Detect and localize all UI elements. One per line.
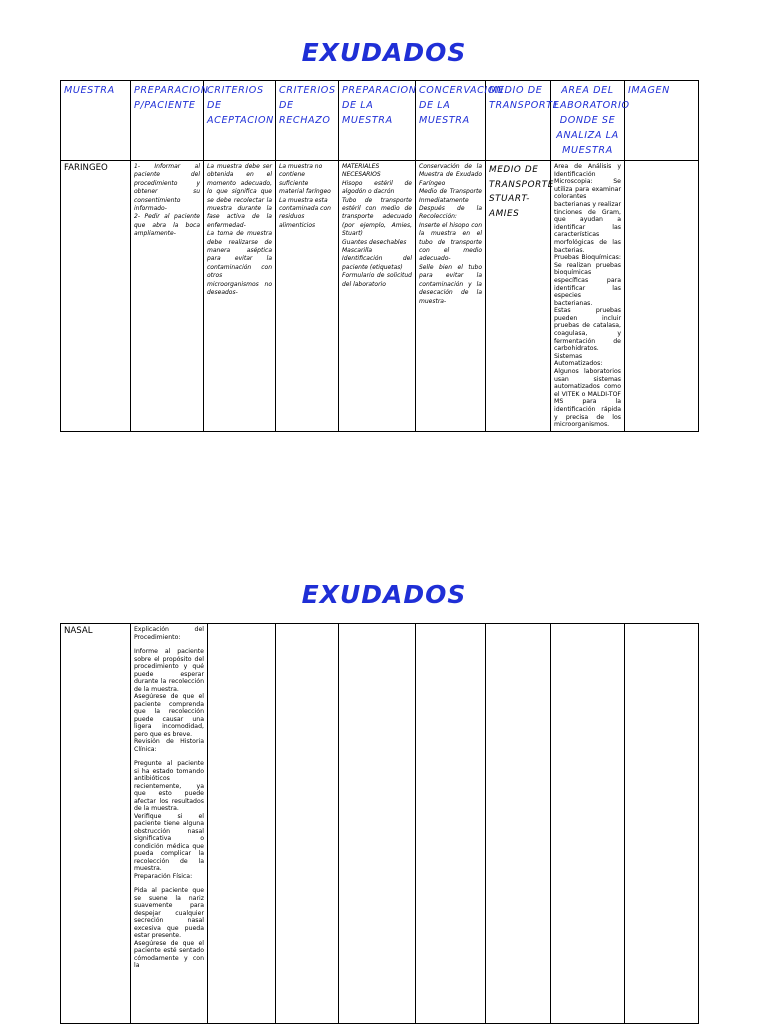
header-medio-transporte: MEDIO DE TRANSPORTE xyxy=(486,81,551,161)
list-item: Conservación de la Muestra de Exudado Faríngeo xyxy=(419,163,482,187)
cell-aceptacion xyxy=(204,161,276,432)
cell-muestra: FARINGEO xyxy=(61,161,131,432)
list-item: Pida al paciente que se suene la nariz suavemente para despejar cualquier secreción nasal excesiva que pueda estar presente. xyxy=(134,887,204,939)
section-title: EXUDADOS xyxy=(301,580,467,609)
list-item: Area de Análisis y Identificación xyxy=(554,163,621,178)
list-item: Medio de Transporte Inmediatamente Después de la Recolección: xyxy=(419,188,482,221)
cell-aceptacion xyxy=(208,624,276,1024)
list-item: Revisión de Historia Clínica: xyxy=(134,738,204,753)
list-item: Selle bien el tubo para evitar la contaminación y la desecación de la muestra- xyxy=(419,263,482,305)
cell-preparacion xyxy=(131,624,208,1024)
list-item: MATERIALES NECESARIOS xyxy=(342,163,381,179)
list-item: Explicación del Procedimiento: xyxy=(134,626,204,641)
spacer xyxy=(134,880,204,887)
spacer xyxy=(134,641,204,648)
cell-medio-transporte xyxy=(486,624,551,1024)
page-title: EXUDADOS xyxy=(301,38,467,67)
header-conservacion: CONCERVACION DE LA MUESTRA xyxy=(416,81,486,161)
cell-preparacion-muestra xyxy=(339,161,416,432)
cell-muestra: NASAL xyxy=(61,624,131,1024)
list-item: Identificación del paciente (etiquetas) xyxy=(342,255,412,271)
table-row xyxy=(61,161,699,432)
header-criterios-aceptacion: CRITERIOS DE ACEPTACION xyxy=(204,81,276,161)
header-imagen: IMAGEN xyxy=(625,81,699,161)
list-item: Informe al paciente sobre el propósito del procedimiento y qué puede esperar durante la recolección de la muestra. xyxy=(134,648,204,693)
list-item: Mascarilla xyxy=(342,247,373,255)
cell-rechazo: La muestra no contiene suficiente material faríngeo La muestra esta contaminada con residuos alimenticios xyxy=(276,161,339,432)
cell-preparacion xyxy=(131,161,204,432)
list-item: Estas pruebas pueden incluir pruebas de catalasa, coagulasa, y fermentación de carbohidratos. xyxy=(554,307,621,353)
list-item: Preparación Física: xyxy=(134,872,193,880)
header-area-laboratorio: AREA DEL LABORATORIO DONDE SE ANALIZA LA MUESTRA xyxy=(551,81,625,161)
header-row xyxy=(61,81,699,161)
list-item: Verifique si el paciente tiene alguna obstrucción nasal significativa o condición médica que pueda complicar la recolección de la muestra. xyxy=(134,812,204,872)
list-item: Microscopia: Se utiliza para examinar colorantes bacterianas y realizar tinciones de Gram, que ayudan a identificar las características morfológicas de las bacterias. xyxy=(554,178,621,254)
cell-imagen xyxy=(625,161,699,432)
list-item: Inserte el hisopo con la muestra en el tubo de transporte con el medio adecuado- xyxy=(419,221,482,263)
list-item: Hisopo estéril de algodón o dacrón xyxy=(342,179,412,196)
list-item: 2- Pedir al paciente que abra la boca ampliamente- xyxy=(134,213,200,238)
list-item: Formulario de solicitud del laboratorio xyxy=(342,272,412,288)
header-preparacion-paciente: PREPARACION P/PACIENTE xyxy=(131,81,204,161)
cell-medio-transporte: MEDIO DE TRANSPORTE STUART-AMIES xyxy=(486,161,551,432)
list-item: La toma de muestra debe realizarse de manera aséptica para evitar la contaminación con otros microorganismos no deseados- xyxy=(207,230,272,297)
list-item: Sistemas Automatizados: Algunos laboratorios usan sistemas automatizados como el VITEK o MALDI-TOF MS para la identificación rápida y precisa de los microorganismos. xyxy=(554,352,621,429)
cell-area xyxy=(551,624,625,1024)
list-item: Tubo de transporte estéril con medio de transporte adecuado (por ejemplo, Amies, Stuart) xyxy=(342,196,412,238)
header-muestra: MUESTRA xyxy=(61,81,131,161)
list-item: Asegúrese de que el paciente comprenda que la recolección puede causar una ligera incomodidad, pero que es breve. xyxy=(134,693,204,738)
list-item: La muestra debe ser obtenida en el momento adecuado, lo que significa que se debe recolectar la muestra durante la fase activa de la enfermedad- xyxy=(207,163,272,229)
list-item: Pregunte al paciente si ha estado tomando antibióticos recientemente, ya que esto puede afectar los resultados de la muestra. xyxy=(134,760,204,812)
list-item: Pruebas Bioquímicas: Se realizan pruebas bioquímicas específicas para identificar las especies bacterianas. xyxy=(554,254,621,307)
header-preparacion-muestra: PREPARACION DE LA MUESTRA xyxy=(339,81,416,161)
exudados-table-nasal xyxy=(60,623,699,1024)
cell-conservacion xyxy=(416,161,486,432)
list-item: Guantes desechables xyxy=(342,238,407,246)
exudados-table xyxy=(60,80,699,432)
cell-preparacion-muestra xyxy=(339,624,416,1024)
table-row xyxy=(61,624,699,1024)
cell-area xyxy=(551,161,625,432)
list-item: 1- Informar al paciente del procedimiento y obtener su consentimiento informado- xyxy=(134,163,200,213)
list-item: Asegúrese de que el paciente esté sentado cómodamente y con la xyxy=(134,939,204,969)
cell-conservacion xyxy=(416,624,486,1024)
spacer xyxy=(134,753,204,760)
header-criterios-rechazo: CRITERIOS DE RECHAZO xyxy=(276,81,339,161)
cell-rechazo xyxy=(276,624,339,1024)
cell-imagen xyxy=(625,624,699,1024)
